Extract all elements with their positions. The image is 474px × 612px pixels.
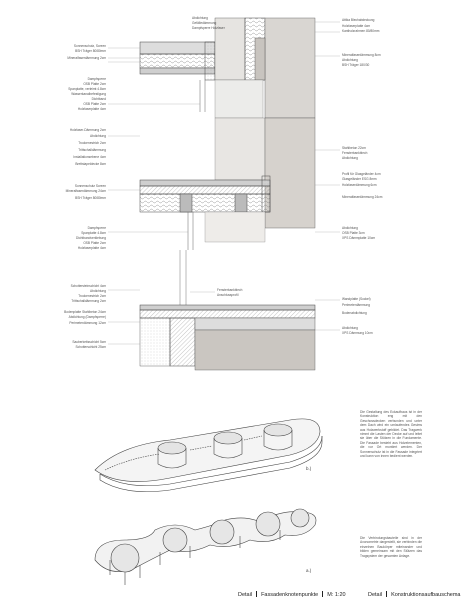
label: BSH Träger 80/80mm xyxy=(75,196,106,200)
label: Abdichtung xyxy=(342,226,358,230)
label: Abdichtung xyxy=(192,16,208,20)
label: Mineralfaserdämmung 2cm xyxy=(67,56,106,60)
footer-scale: M: 1:20 xyxy=(327,592,346,598)
label: Mineralfaserdämmung 24cm xyxy=(342,195,383,199)
label: OSB Platte 2cm xyxy=(83,82,106,86)
label: Bodenplatte Stahlbeton 24cm xyxy=(64,310,106,314)
footer-prefix: Detail xyxy=(238,592,253,598)
label: OSB Platte 2cm xyxy=(83,241,106,245)
label: Perimeterdämmung 12cm xyxy=(69,321,106,325)
label: Mineralfaserdämmung 8cm xyxy=(342,53,381,57)
label: Spanplatte, verleimt 4.8cm xyxy=(68,87,106,91)
label: Abdichtung (Dampfsperre) xyxy=(68,315,106,319)
label: OSB Platte 3cm xyxy=(342,231,365,235)
label: Abdichtung xyxy=(342,326,358,330)
label: Anschlussprofil xyxy=(217,293,239,297)
label: BSH Träger 80/80mm xyxy=(75,49,106,53)
label: Dichtbandverklebung xyxy=(76,236,106,240)
label: Spanplatte 4.8cm xyxy=(81,231,106,235)
axonometric-upper xyxy=(95,419,322,492)
label: Dampfsperre xyxy=(87,226,106,230)
footer-title: Konstruktionsaufbauschema xyxy=(391,592,461,598)
divider xyxy=(386,591,387,597)
label: Mineralfaserdämmung 24cm xyxy=(65,189,106,193)
label: XPS Dämmplatte 10cm xyxy=(342,236,376,240)
caption-lower: Die Verbindungsbauteile sind in der Axonometrie dargestellt, sie verbinden die einzelnen Baukörper miteinander und bilden gemeinsam mit den Stützen das Tragsystem der gesamten Anlage. xyxy=(360,536,422,558)
label: Wasserkanalbefestigung xyxy=(71,92,106,96)
label: Profil für Glasgeländer 4cm xyxy=(342,172,381,176)
label: Kantholzrahmen 80/80mm xyxy=(342,29,380,33)
label: Holzfaserplatte 4cm xyxy=(342,24,371,28)
label: Gefälledämmung xyxy=(192,21,217,25)
label: Abdichtung xyxy=(342,156,358,160)
label: Trittschalldämmung 2cm xyxy=(71,299,106,303)
label: Trockenestrich 2cm xyxy=(78,294,106,298)
axonometric-lower xyxy=(95,509,316,585)
figure-label-lower: a.) xyxy=(306,568,312,573)
label: Trittschalldämmung xyxy=(78,148,106,152)
label: Stahlbeton 22cm xyxy=(342,146,366,150)
label: Wandplatte (Sockel) xyxy=(342,297,371,301)
label: Bodenabdichtung xyxy=(342,311,367,315)
section-2-drawing xyxy=(140,118,315,250)
label: Attika Blechabdeckung xyxy=(342,18,375,22)
label: Abdichtung xyxy=(342,58,358,62)
footer-left xyxy=(238,591,346,598)
label: Holzfaserplatte 4cm xyxy=(77,246,106,250)
label: XPS Dämmung 10cm xyxy=(342,331,373,335)
label: Sonnenschutz Screen xyxy=(74,184,106,188)
caption-upper: Die Gestaltung des Eckaufbaus ist in der Konstruktion eng mit den Geschossdecken verbunden und unter dem Dach wird ein umlaufendes Gesims aus Holzwerkstoff gebildet. Das Tragwerk nimmt die Lasten der Decke auf und leitet sie über die Stützen in die Fundamente. Die Fassade besteht aus Holzelementen, die vor Ort montiert werden. Der Sonnenschutz ist in die Fassade integriert und kann von innen bedient werden. xyxy=(360,410,422,459)
label: Glasgeländer ESG 8mm xyxy=(342,177,377,181)
label: Dichtband xyxy=(91,97,106,101)
footer-prefix: Detail xyxy=(368,592,383,598)
figure-label-upper: b.) xyxy=(306,466,312,471)
label: Perimeterdämmung xyxy=(342,303,370,307)
label: Abdichtung xyxy=(90,289,106,293)
label: Holzfaserplatte 4cm xyxy=(77,107,106,111)
label: Sonnenschutz, Screen xyxy=(73,44,106,48)
label: Fensterbankblech xyxy=(342,151,368,155)
section-1-drawing xyxy=(140,18,315,118)
label: Holzfaser-Dämmung 2cm xyxy=(69,128,106,132)
label: Fensterbankblech xyxy=(217,288,243,292)
divider xyxy=(322,591,323,597)
label: Brettstapeldecke 8cm xyxy=(75,162,106,166)
label: Holzfaserdämmung 6cm xyxy=(342,183,377,187)
label: Trockenestrich 2cm xyxy=(78,141,106,145)
label: Abdichtung xyxy=(90,134,106,138)
footer-right xyxy=(368,591,460,598)
label: OSB Platte 2cm xyxy=(83,102,106,106)
label: Installationsebene 4cm xyxy=(73,155,106,159)
label: BSH Träger 180/30 xyxy=(342,63,370,67)
footer-title: Fassadenknotenpunkte xyxy=(261,592,319,598)
section-3-drawing xyxy=(140,250,315,370)
label: Sauberkeitsschicht 5cm xyxy=(72,340,106,344)
label: Dampfsperre Holzfaser xyxy=(192,26,225,30)
label: Schotterschicht 25cm xyxy=(75,345,106,349)
divider xyxy=(256,591,257,597)
label: Dampfsperre xyxy=(87,77,106,81)
label: Schottersteinschicht 4cm xyxy=(70,284,106,288)
